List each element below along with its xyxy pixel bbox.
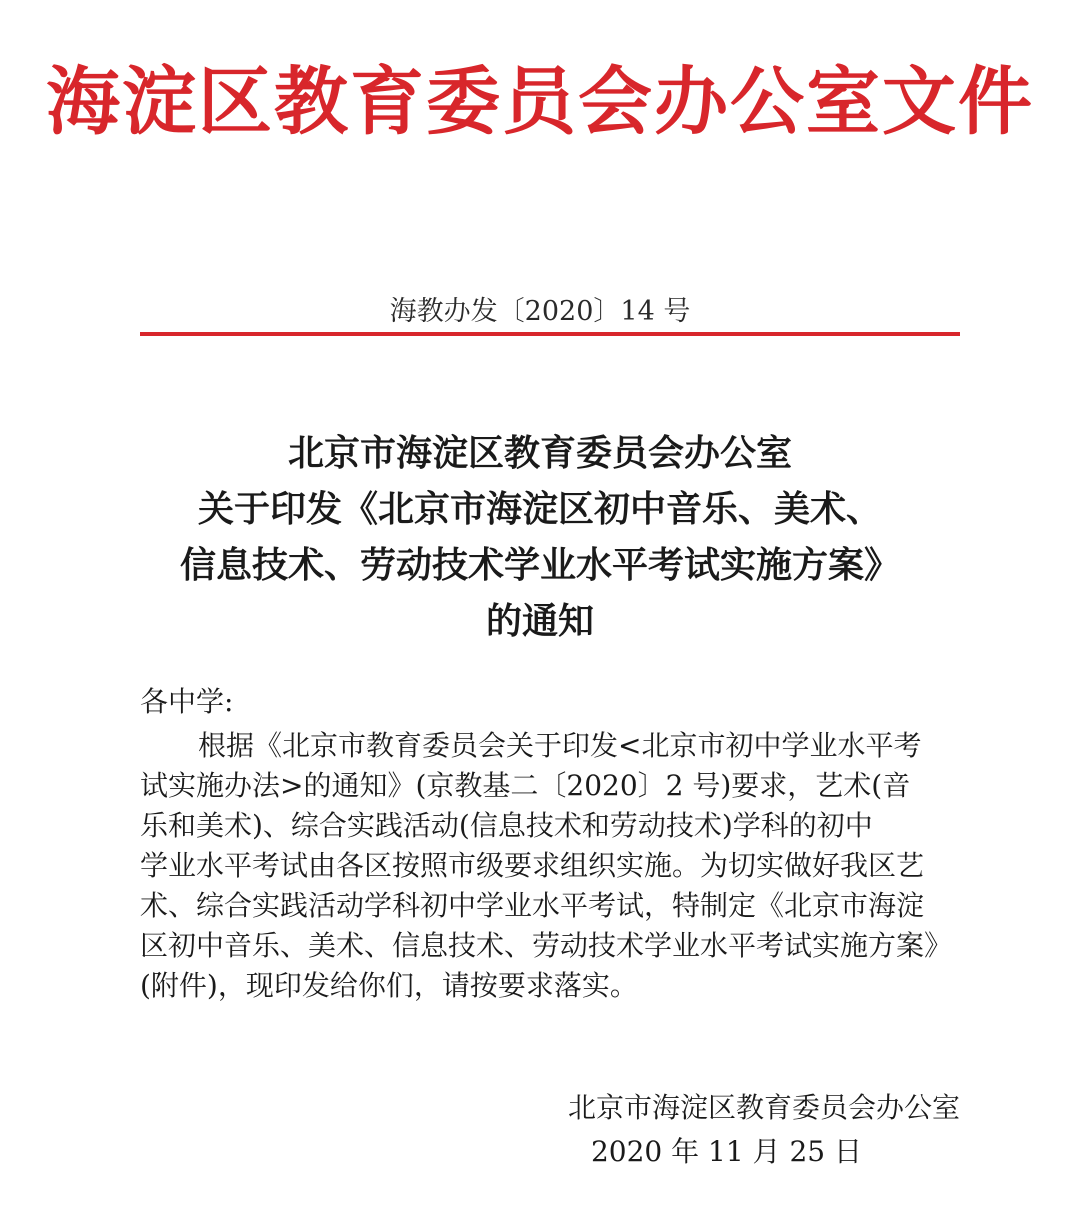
notice-title-line: 关于印发《北京市海淀区初中音乐、美术、 bbox=[197, 489, 882, 530]
body-line: 根据《北京市教育委员会关于印发<北京市初中学业水平考 bbox=[198, 729, 922, 762]
body-line: (附件)，现印发给你们，请按要求落实。 bbox=[140, 969, 638, 1002]
document-number: 海教办发〔2020〕14 号 bbox=[389, 296, 691, 327]
body-line: 乐和美术)、综合实践活动(信息技术和劳动技术)学科的初中 bbox=[140, 809, 873, 842]
signature-block bbox=[520, 1086, 960, 1174]
issuer-name: 北京市海淀区教育委员会办公室 bbox=[567, 1091, 960, 1124]
body-line: 学业水平考试由各区按照市级要求组织实施。为切实做好我区艺 bbox=[140, 849, 925, 882]
notice-title-line: 的通知 bbox=[485, 601, 594, 642]
body-paragraph bbox=[140, 726, 960, 1006]
body-line: 术、综合实践活动学科初中学业水平考试，特制定《北京市海淀 bbox=[140, 889, 925, 922]
notice-title-line: 北京市海淀区教育委员会办公室 bbox=[287, 433, 792, 474]
document-header-title: 海淀区教育委员会办公室文件 bbox=[46, 59, 1034, 145]
notice-title-line: 信息技术、劳动技术学业水平考试实施方案》 bbox=[179, 545, 900, 586]
issue-date: 2020 年 11 月 25 日 bbox=[590, 1135, 862, 1168]
salutation: 各中学: bbox=[140, 685, 234, 718]
red-divider-line bbox=[140, 332, 960, 336]
notice-title bbox=[0, 426, 1080, 650]
body-line: 试实施办法>的通知》(京教基二〔2020〕2 号)要求，艺术(音 bbox=[140, 769, 911, 802]
body-line: 区初中音乐、美术、信息技术、劳动技术学业水平考试实施方案》 bbox=[140, 929, 953, 962]
